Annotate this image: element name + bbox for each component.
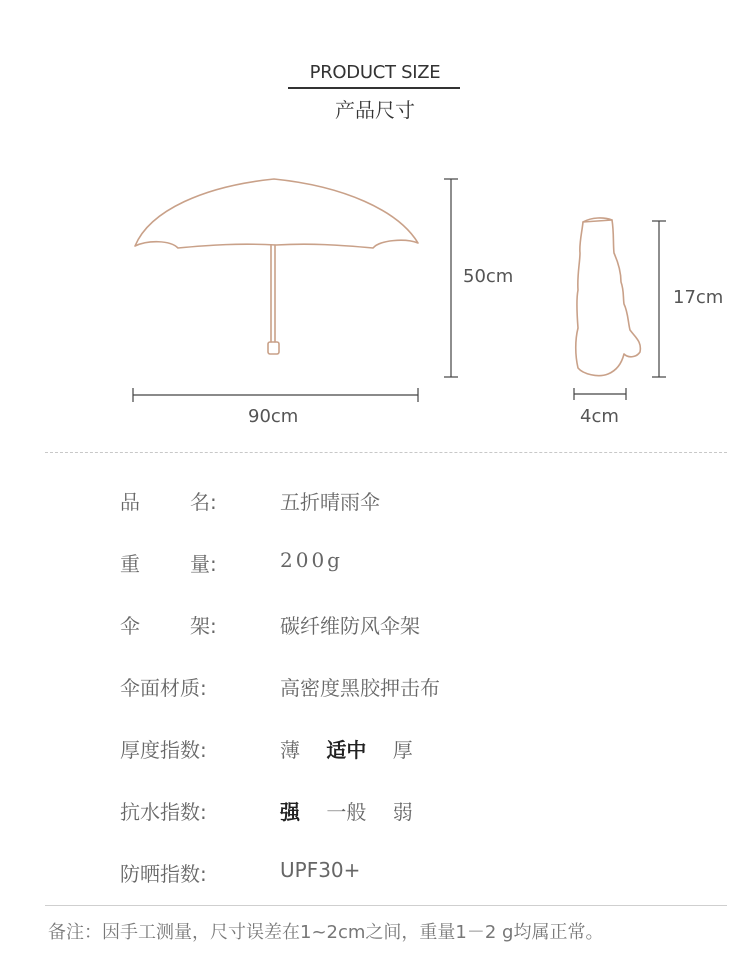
section-divider [45, 452, 727, 453]
spec-label-frame-b: 架: [190, 614, 217, 638]
spec-label-weight-b: 量: [190, 552, 217, 576]
spec-value-uv: UPF30+ [280, 858, 361, 882]
spec-label-waterproof: 抗水指数: [120, 800, 207, 824]
spec-label-uv: 防晒指数: [120, 862, 207, 886]
spec-label-frame-a: 伞 [120, 614, 140, 638]
spec-label-name-a: 品 [120, 490, 140, 514]
spec-value-thickness [280, 734, 433, 763]
spec-value-name: 五折晴雨伞 [280, 490, 380, 514]
folded-length-label: 17cm [673, 287, 724, 308]
thickness-option-selected: 适中 [326, 738, 367, 762]
thickness-option: 厚 [392, 738, 413, 762]
spec-value-frame: 碳纤维防风伞架 [280, 614, 420, 638]
title-chinese: 产品尺寸 [335, 98, 415, 122]
thickness-option: 薄 [280, 738, 300, 762]
waterproof-option: 弱 [392, 800, 413, 824]
spec-value-waterproof [280, 796, 433, 825]
spec-label-weight-a: 重 [120, 552, 140, 576]
spec-label-name-b: 名: [190, 490, 217, 514]
footer-divider [45, 905, 727, 906]
spec-label-weight [120, 548, 230, 577]
spec-label-frame [120, 610, 230, 639]
folded-width-label: 4cm [580, 406, 619, 427]
spec-label-name [120, 486, 230, 515]
spec-label-fabric: 伞面材质: [120, 676, 207, 700]
waterproof-option-selected: 强 [280, 800, 300, 824]
spec-value-weight: 200g [280, 548, 343, 572]
spec-label-thickness: 厚度指数: [120, 738, 207, 762]
open-width-label: 90cm [248, 406, 299, 427]
spec-value-fabric: 高密度黑胶押击布 [280, 676, 440, 700]
title-english: PRODUCT SIZE [309, 62, 441, 83]
open-height-label: 50cm [463, 266, 514, 287]
footer-note: 备注：因手工测量，尺寸误差在1~2cm之间，重量1－2 g均属正常。 [48, 922, 604, 943]
folded-umbrella-icon [0, 0, 750, 450]
waterproof-option: 一般 [326, 800, 367, 824]
